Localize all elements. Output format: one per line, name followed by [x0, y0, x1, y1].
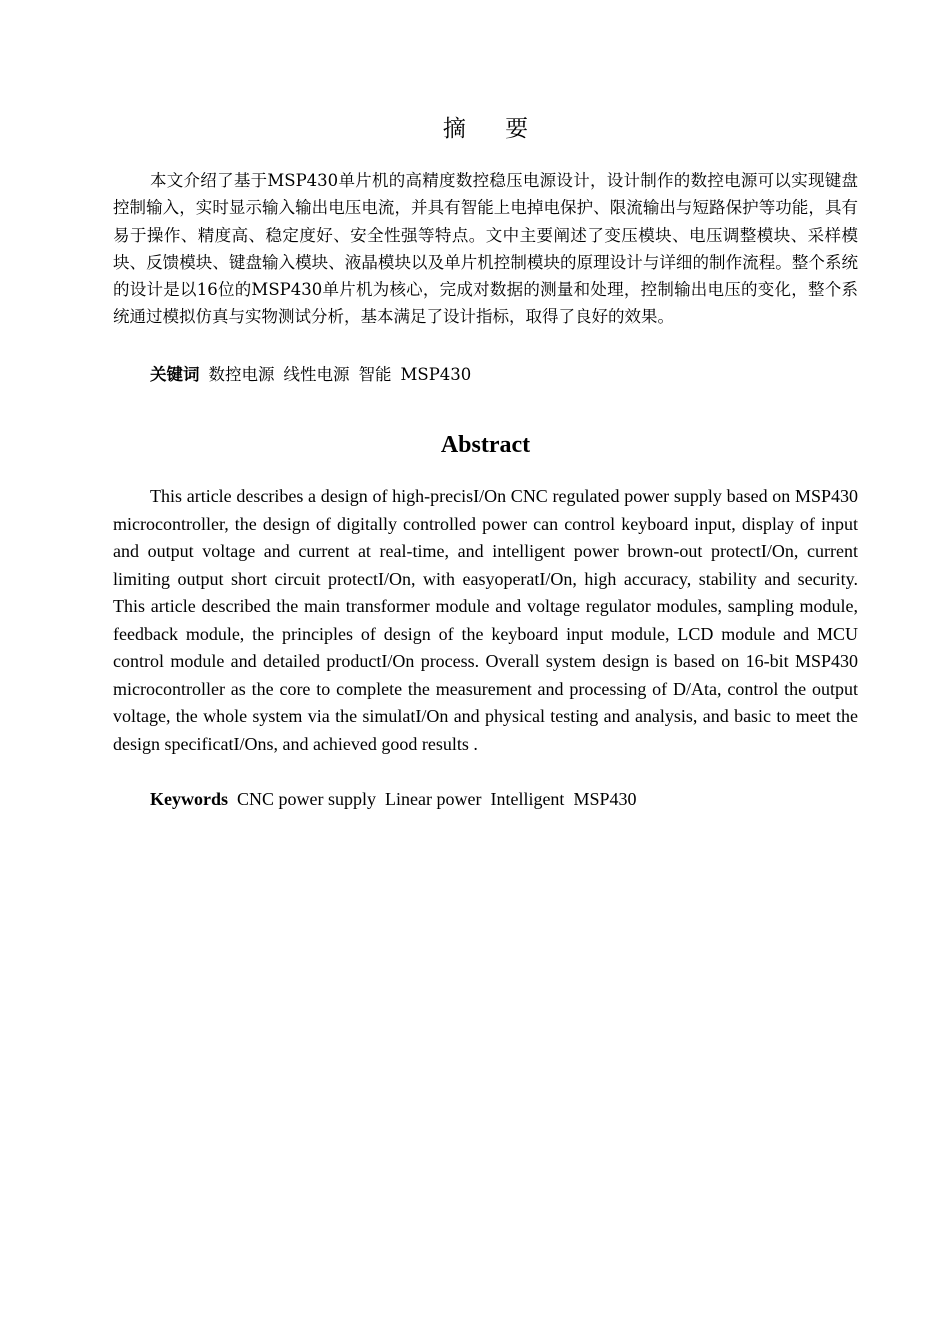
chinese-abstract-title: 摘 要	[442, 116, 545, 142]
english-keywords-label: Keywords	[150, 789, 228, 809]
english-keyword: MSP430	[573, 789, 637, 809]
english-keyword: CNC power supply	[237, 789, 376, 809]
chinese-keywords-line	[150, 361, 471, 388]
chinese-keyword: 线性电源	[283, 365, 350, 384]
english-keyword: Linear power	[385, 789, 482, 809]
chinese-abstract-body: 本文介绍了基于MSP430单片机的高精度数控稳压电源设计，设计制作的数控电源可以实现键盘控制输入，实时显示输入输出电压电流，并具有智能上电掉电保护、限流输出与短路保护等功能，具有易于操作、精度高、稳定度好、安全性强等特点。文中主要阐述了变压模块、电压调整模块、采样模块、反馈模块、键盘输入模块、液晶模块以及单片机控制模块的原理设计与详细的制作流程。整个系统的设计是以16位的MSP430单片机为核心，完成对数据的测量和处理，控制输出电压的变化，整个系统通过模拟仿真与实物测试分析，基本满足了设计指标，取得了良好的效果。	[113, 171, 858, 327]
chinese-keyword: 智能	[358, 365, 392, 384]
english-keywords-line	[150, 786, 636, 814]
english-abstract-title: Abstract	[440, 432, 531, 458]
chinese-keyword: 数控电源	[208, 365, 275, 384]
chinese-keywords-label: 关键词	[150, 365, 200, 384]
chinese-keyword: MSP430	[400, 365, 472, 384]
english-keyword: Intelligent	[490, 789, 565, 809]
english-abstract-body: This article describes a design of high-precisI/On CNC regulated power supply based on MSP430 microcontroller, the design of digitally controlled power can control keyboard input, display of input and output voltage and current at real-time, and intelligent power brown-out protectI/On, current limiting output short circuit protectI/On, with easyoperatI/On, high accuracy, stability and security. This article described the main transformer module and voltage regulator modules, sampling module, feedback module, the principles of design of the keyboard input module, LCD module and MCU control module and detailed productI/On process. Overall system design is based on 16-bit MSP430 microcontroller as the core to complete the measurement and processing of D/Ata, control the output voltage, the whole system via the simulatI/On and physical testing and analysis, and basic to meet the design specificatI/Ons, and achieved good results .	[113, 486, 858, 754]
